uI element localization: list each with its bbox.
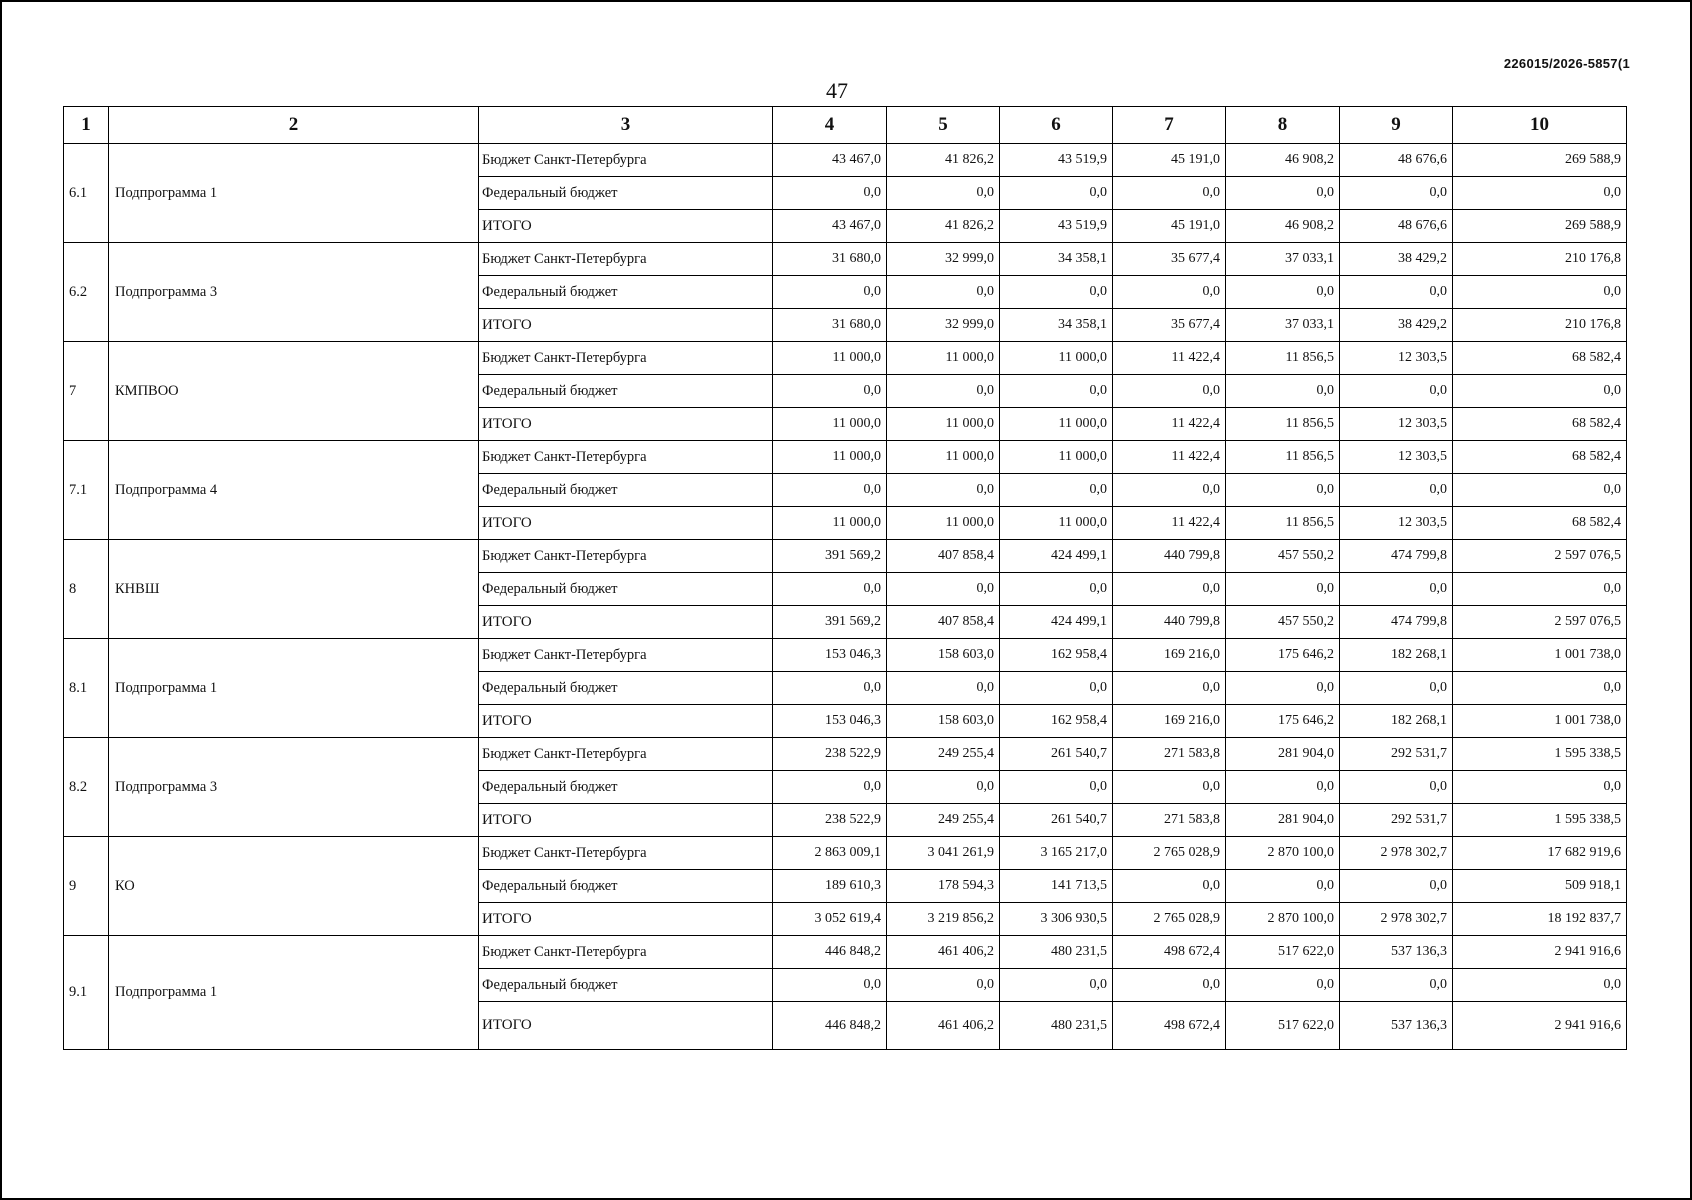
value-cell: 2 870 100,0 (1226, 837, 1340, 870)
value-cell: 2 597 076,5 (1453, 606, 1627, 639)
value-cell: 0,0 (1453, 672, 1627, 705)
funding-source: Федеральный бюджет (479, 474, 773, 507)
value-cell: 269 588,9 (1453, 144, 1627, 177)
row-code: 9.1 (64, 936, 109, 1050)
value-cell: 11 422,4 (1113, 441, 1226, 474)
value-cell: 537 136,3 (1340, 936, 1453, 969)
value-cell: 0,0 (1340, 870, 1453, 903)
value-cell: 424 499,1 (1000, 540, 1113, 573)
value-cell: 0,0 (1453, 969, 1627, 1002)
value-cell: 261 540,7 (1000, 738, 1113, 771)
value-cell: 0,0 (1226, 672, 1340, 705)
funding-source: Федеральный бюджет (479, 375, 773, 408)
funding-source: Бюджет Санкт-Петербурга (479, 441, 773, 474)
row-name: КНВШ (109, 540, 479, 639)
value-cell: 11 000,0 (1000, 342, 1113, 375)
value-cell: 153 046,3 (773, 705, 887, 738)
funding-source: ИТОГО (479, 210, 773, 243)
value-cell: 292 531,7 (1340, 738, 1453, 771)
value-cell: 169 216,0 (1113, 705, 1226, 738)
value-cell: 537 136,3 (1340, 1002, 1453, 1050)
value-cell: 407 858,4 (887, 606, 1000, 639)
funding-source: ИТОГО (479, 507, 773, 540)
value-cell: 0,0 (1000, 474, 1113, 507)
value-cell: 46 908,2 (1226, 144, 1340, 177)
value-cell: 45 191,0 (1113, 210, 1226, 243)
value-cell: 407 858,4 (887, 540, 1000, 573)
funding-source: Бюджет Санкт-Петербурга (479, 540, 773, 573)
value-cell: 292 531,7 (1340, 804, 1453, 837)
value-cell: 178 594,3 (887, 870, 1000, 903)
funding-source: Федеральный бюджет (479, 276, 773, 309)
funding-source: ИТОГО (479, 408, 773, 441)
value-cell: 0,0 (773, 177, 887, 210)
value-cell: 271 583,8 (1113, 804, 1226, 837)
value-cell: 0,0 (1226, 969, 1340, 1002)
value-cell: 17 682 919,6 (1453, 837, 1627, 870)
value-cell: 1 595 338,5 (1453, 804, 1627, 837)
value-cell: 249 255,4 (887, 738, 1000, 771)
value-cell: 0,0 (1340, 375, 1453, 408)
funding-source: ИТОГО (479, 309, 773, 342)
value-cell: 11 000,0 (1000, 408, 1113, 441)
value-cell: 11 000,0 (773, 507, 887, 540)
value-cell: 238 522,9 (773, 738, 887, 771)
value-cell: 68 582,4 (1453, 342, 1627, 375)
row-code: 8.1 (64, 639, 109, 738)
value-cell: 0,0 (773, 375, 887, 408)
value-cell: 182 268,1 (1340, 639, 1453, 672)
value-cell: 0,0 (1000, 771, 1113, 804)
column-header: 10 (1453, 107, 1627, 144)
value-cell: 0,0 (1000, 375, 1113, 408)
value-cell: 0,0 (1453, 276, 1627, 309)
value-cell: 11 000,0 (773, 441, 887, 474)
funding-source: Бюджет Санкт-Петербурга (479, 936, 773, 969)
value-cell: 3 219 856,2 (887, 903, 1000, 936)
value-cell: 0,0 (773, 573, 887, 606)
value-cell: 11 000,0 (773, 342, 887, 375)
value-cell: 474 799,8 (1340, 540, 1453, 573)
column-header: 4 (773, 107, 887, 144)
row-name: Подпрограмма 4 (109, 441, 479, 540)
value-cell: 210 176,8 (1453, 243, 1627, 276)
value-cell: 0,0 (887, 177, 1000, 210)
value-cell: 2 941 916,6 (1453, 936, 1627, 969)
value-cell: 11 422,4 (1113, 408, 1226, 441)
value-cell: 169 216,0 (1113, 639, 1226, 672)
row-name: Подпрограмма 1 (109, 936, 479, 1050)
value-cell: 11 422,4 (1113, 342, 1226, 375)
value-cell: 0,0 (1340, 771, 1453, 804)
value-cell: 11 000,0 (773, 408, 887, 441)
value-cell: 0,0 (773, 474, 887, 507)
row-name: Подпрограмма 3 (109, 738, 479, 837)
value-cell: 11 000,0 (887, 342, 1000, 375)
funding-source: Федеральный бюджет (479, 573, 773, 606)
value-cell: 474 799,8 (1340, 606, 1453, 639)
value-cell: 0,0 (773, 771, 887, 804)
row-code: 6.2 (64, 243, 109, 342)
value-cell: 0,0 (1226, 870, 1340, 903)
row-code: 8.2 (64, 738, 109, 837)
value-cell: 457 550,2 (1226, 540, 1340, 573)
value-cell: 509 918,1 (1453, 870, 1627, 903)
value-cell: 3 306 930,5 (1000, 903, 1113, 936)
value-cell: 0,0 (773, 969, 887, 1002)
value-cell: 0,0 (1113, 276, 1226, 309)
funding-source: Бюджет Санкт-Петербурга (479, 243, 773, 276)
value-cell: 12 303,5 (1340, 507, 1453, 540)
value-cell: 12 303,5 (1340, 408, 1453, 441)
value-cell: 38 429,2 (1340, 309, 1453, 342)
row-code: 9 (64, 837, 109, 936)
table-row (64, 936, 1627, 969)
value-cell: 0,0 (773, 276, 887, 309)
value-cell: 480 231,5 (1000, 1002, 1113, 1050)
value-cell: 2 941 916,6 (1453, 1002, 1627, 1050)
value-cell: 0,0 (1113, 375, 1226, 408)
value-cell: 249 255,4 (887, 804, 1000, 837)
value-cell: 0,0 (1453, 375, 1627, 408)
row-code: 8 (64, 540, 109, 639)
value-cell: 2 597 076,5 (1453, 540, 1627, 573)
value-cell: 0,0 (1340, 276, 1453, 309)
value-cell: 0,0 (1340, 474, 1453, 507)
value-cell: 391 569,2 (773, 606, 887, 639)
value-cell: 0,0 (1340, 573, 1453, 606)
row-name: Подпрограмма 1 (109, 639, 479, 738)
value-cell: 162 958,4 (1000, 639, 1113, 672)
value-cell: 0,0 (887, 375, 1000, 408)
funding-source: Бюджет Санкт-Петербурга (479, 144, 773, 177)
value-cell: 2 870 100,0 (1226, 903, 1340, 936)
column-header: 9 (1340, 107, 1453, 144)
value-cell: 424 499,1 (1000, 606, 1113, 639)
value-cell: 11 856,5 (1226, 441, 1340, 474)
row-code: 6.1 (64, 144, 109, 243)
value-cell: 43 467,0 (773, 210, 887, 243)
table-row (64, 738, 1627, 771)
value-cell: 281 904,0 (1226, 738, 1340, 771)
value-cell: 11 000,0 (887, 408, 1000, 441)
value-cell: 271 583,8 (1113, 738, 1226, 771)
row-name: Подпрограмма 1 (109, 144, 479, 243)
column-header: 5 (887, 107, 1000, 144)
document-number: 226015/2026-5857(1 (1503, 56, 1630, 71)
value-cell: 162 958,4 (1000, 705, 1113, 738)
value-cell: 261 540,7 (1000, 804, 1113, 837)
value-cell: 11 000,0 (887, 441, 1000, 474)
value-cell: 34 358,1 (1000, 243, 1113, 276)
value-cell: 461 406,2 (887, 1002, 1000, 1050)
table-row (64, 837, 1627, 870)
page-number: 47 (826, 78, 848, 103)
table-row (64, 639, 1627, 672)
value-cell: 1 595 338,5 (1453, 738, 1627, 771)
value-cell: 2 978 302,7 (1340, 903, 1453, 936)
funding-source: Федеральный бюджет (479, 771, 773, 804)
value-cell: 0,0 (1000, 573, 1113, 606)
value-cell: 45 191,0 (1113, 144, 1226, 177)
value-cell: 498 672,4 (1113, 1002, 1226, 1050)
value-cell: 31 680,0 (773, 309, 887, 342)
row-name: КО (109, 837, 479, 936)
table-body (64, 144, 1627, 1050)
value-cell: 2 863 009,1 (773, 837, 887, 870)
funding-source: ИТОГО (479, 804, 773, 837)
value-cell: 0,0 (1340, 177, 1453, 210)
value-cell: 0,0 (1113, 474, 1226, 507)
value-cell: 446 848,2 (773, 1002, 887, 1050)
funding-source: Бюджет Санкт-Петербурга (479, 342, 773, 375)
value-cell: 461 406,2 (887, 936, 1000, 969)
funding-source: ИТОГО (479, 705, 773, 738)
funding-source: Бюджет Санкт-Петербурга (479, 837, 773, 870)
value-cell: 38 429,2 (1340, 243, 1453, 276)
value-cell: 41 826,2 (887, 210, 1000, 243)
value-cell: 158 603,0 (887, 705, 1000, 738)
value-cell: 0,0 (1113, 177, 1226, 210)
value-cell: 43 519,9 (1000, 210, 1113, 243)
value-cell: 0,0 (887, 474, 1000, 507)
value-cell: 11 000,0 (1000, 507, 1113, 540)
value-cell: 189 610,3 (773, 870, 887, 903)
value-cell: 0,0 (887, 573, 1000, 606)
value-cell: 2 765 028,9 (1113, 903, 1226, 936)
value-cell: 12 303,5 (1340, 342, 1453, 375)
value-cell: 43 467,0 (773, 144, 887, 177)
table-row (64, 441, 1627, 474)
value-cell: 0,0 (1113, 969, 1226, 1002)
value-cell: 0,0 (1000, 672, 1113, 705)
table-row (64, 540, 1627, 573)
value-cell: 12 303,5 (1340, 441, 1453, 474)
table-row (64, 243, 1627, 276)
value-cell: 0,0 (1226, 771, 1340, 804)
row-code: 7.1 (64, 441, 109, 540)
row-name: Подпрограмма 3 (109, 243, 479, 342)
value-cell: 457 550,2 (1226, 606, 1340, 639)
value-cell: 0,0 (887, 672, 1000, 705)
value-cell: 1 001 738,0 (1453, 639, 1627, 672)
value-cell: 0,0 (1340, 969, 1453, 1002)
value-cell: 0,0 (773, 672, 887, 705)
value-cell: 0,0 (1453, 474, 1627, 507)
funding-source: Бюджет Санкт-Петербурга (479, 639, 773, 672)
value-cell: 11 422,4 (1113, 507, 1226, 540)
value-cell: 32 999,0 (887, 309, 1000, 342)
value-cell: 0,0 (1453, 771, 1627, 804)
value-cell: 0,0 (1226, 375, 1340, 408)
value-cell: 34 358,1 (1000, 309, 1113, 342)
value-cell: 37 033,1 (1226, 309, 1340, 342)
value-cell: 0,0 (887, 969, 1000, 1002)
value-cell: 46 908,2 (1226, 210, 1340, 243)
value-cell: 446 848,2 (773, 936, 887, 969)
value-cell: 68 582,4 (1453, 441, 1627, 474)
value-cell: 0,0 (1453, 177, 1627, 210)
value-cell: 153 046,3 (773, 639, 887, 672)
funding-source: ИТОГО (479, 606, 773, 639)
column-header: 2 (109, 107, 479, 144)
value-cell: 0,0 (887, 276, 1000, 309)
value-cell: 281 904,0 (1226, 804, 1340, 837)
value-cell: 0,0 (1113, 870, 1226, 903)
value-cell: 0,0 (1113, 573, 1226, 606)
header-row (64, 107, 1627, 144)
value-cell: 517 622,0 (1226, 936, 1340, 969)
value-cell: 440 799,8 (1113, 540, 1226, 573)
value-cell: 0,0 (1226, 177, 1340, 210)
value-cell: 48 676,6 (1340, 210, 1453, 243)
value-cell: 3 165 217,0 (1000, 837, 1113, 870)
value-cell: 440 799,8 (1113, 606, 1226, 639)
value-cell: 391 569,2 (773, 540, 887, 573)
value-cell: 2 978 302,7 (1340, 837, 1453, 870)
value-cell: 0,0 (887, 771, 1000, 804)
value-cell: 0,0 (1226, 474, 1340, 507)
value-cell: 0,0 (1226, 573, 1340, 606)
value-cell: 11 856,5 (1226, 408, 1340, 441)
value-cell: 41 826,2 (887, 144, 1000, 177)
value-cell: 175 646,2 (1226, 639, 1340, 672)
value-cell: 37 033,1 (1226, 243, 1340, 276)
column-header: 3 (479, 107, 773, 144)
value-cell: 0,0 (1113, 672, 1226, 705)
value-cell: 35 677,4 (1113, 309, 1226, 342)
value-cell: 3 052 619,4 (773, 903, 887, 936)
column-header: 7 (1113, 107, 1226, 144)
funding-source: Федеральный бюджет (479, 870, 773, 903)
budget-table (63, 106, 1627, 1050)
value-cell: 269 588,9 (1453, 210, 1627, 243)
value-cell: 11 000,0 (887, 507, 1000, 540)
value-cell: 48 676,6 (1340, 144, 1453, 177)
value-cell: 498 672,4 (1113, 936, 1226, 969)
value-cell: 43 519,9 (1000, 144, 1113, 177)
row-code: 7 (64, 342, 109, 441)
value-cell: 480 231,5 (1000, 936, 1113, 969)
value-cell: 182 268,1 (1340, 705, 1453, 738)
value-cell: 0,0 (1000, 177, 1113, 210)
funding-source: ИТОГО (479, 1002, 773, 1050)
column-header: 8 (1226, 107, 1340, 144)
row-name: КМПВОО (109, 342, 479, 441)
value-cell: 68 582,4 (1453, 507, 1627, 540)
column-header: 6 (1000, 107, 1113, 144)
value-cell: 18 192 837,7 (1453, 903, 1627, 936)
value-cell: 141 713,5 (1000, 870, 1113, 903)
value-cell: 517 622,0 (1226, 1002, 1340, 1050)
value-cell: 35 677,4 (1113, 243, 1226, 276)
value-cell: 0,0 (1113, 771, 1226, 804)
value-cell: 0,0 (1453, 573, 1627, 606)
column-header: 1 (64, 107, 109, 144)
value-cell: 11 856,5 (1226, 507, 1340, 540)
funding-source: ИТОГО (479, 903, 773, 936)
value-cell: 1 001 738,0 (1453, 705, 1627, 738)
funding-source: Бюджет Санкт-Петербурга (479, 738, 773, 771)
table-row (64, 144, 1627, 177)
value-cell: 158 603,0 (887, 639, 1000, 672)
value-cell: 0,0 (1340, 672, 1453, 705)
value-cell: 0,0 (1226, 276, 1340, 309)
value-cell: 31 680,0 (773, 243, 887, 276)
value-cell: 11 000,0 (1000, 441, 1113, 474)
value-cell: 3 041 261,9 (887, 837, 1000, 870)
funding-source: Федеральный бюджет (479, 177, 773, 210)
funding-source: Федеральный бюджет (479, 672, 773, 705)
value-cell: 238 522,9 (773, 804, 887, 837)
funding-source: Федеральный бюджет (479, 969, 773, 1002)
value-cell: 11 856,5 (1226, 342, 1340, 375)
table-row (64, 342, 1627, 375)
value-cell: 2 765 028,9 (1113, 837, 1226, 870)
value-cell: 210 176,8 (1453, 309, 1627, 342)
value-cell: 32 999,0 (887, 243, 1000, 276)
value-cell: 68 582,4 (1453, 408, 1627, 441)
value-cell: 0,0 (1000, 969, 1113, 1002)
value-cell: 0,0 (1000, 276, 1113, 309)
value-cell: 175 646,2 (1226, 705, 1340, 738)
